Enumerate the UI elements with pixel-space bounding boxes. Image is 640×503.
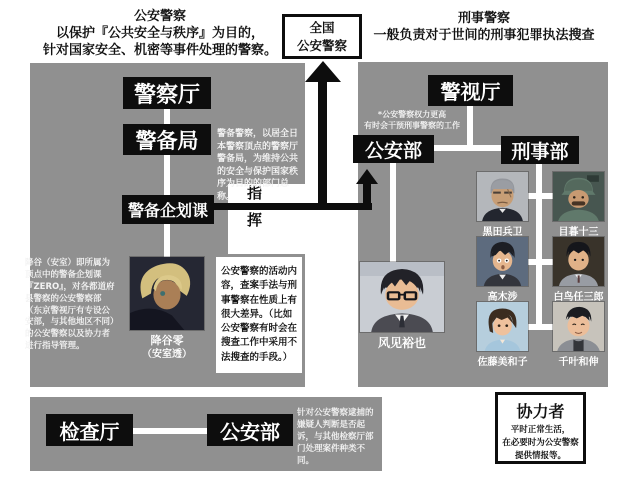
keibi-note: 警备警察，以居全日本警察顶点的警察厅警备局，为维持公共的安全与保护国家秩序为目的的部门总称。	[217, 129, 299, 202]
furuya-avatar-icon	[130, 257, 204, 330]
collaborator-body	[498, 424, 583, 462]
kuroda-avatar-icon	[477, 172, 528, 221]
heading-criminal-police	[350, 10, 618, 44]
node-keibikyoku: 警备局	[123, 124, 211, 155]
furuya-alias-label: （安室透）	[142, 349, 192, 360]
heading-public-security-line2: 以保护『公共安全与秩序』为目的，	[55, 26, 264, 41]
portrait-kazami-yuya	[360, 262, 444, 332]
sato-name-label: 佐藤美和子	[477, 357, 528, 368]
portrait-chiba-kazunobu	[553, 302, 604, 351]
connector-keijibu-detectives	[536, 164, 542, 330]
heading-public-security-line3: 针对国家安全、机密等事件处理的警察。	[42, 43, 277, 58]
sato-avatar-icon	[477, 302, 528, 351]
furuya-note: 降谷（安室）即所属为顶点中的警备企划课『ZERO』，对各都道府县警察的公安警察部（东京警视厅有专设公安部，与其他地区不同）的公安警察以及协力者进行指导管理。	[25, 258, 115, 352]
power-note-line1: *公安警察权力更高	[377, 110, 447, 119]
heading-criminal-police-line2: 一般负责对于世间的刑事犯罪执法搜查	[373, 28, 595, 43]
takagi-avatar-icon	[477, 237, 528, 286]
collaborator-body-line3: 提供情报等。	[514, 450, 566, 461]
command-label-bottom: 挥	[247, 211, 263, 229]
shiratori-name-label: 白鸟任三郎	[553, 292, 604, 303]
node-keishicho: 警视厅	[428, 75, 513, 106]
chiba-avatar-icon	[553, 302, 604, 351]
heading-criminal-police-title: 刑事警察	[457, 11, 510, 26]
portrait-kuroda-hyoue	[477, 172, 528, 221]
node-koanbu: 公安部	[353, 135, 434, 163]
collaborator-body-line1: 平时正常生活，	[510, 425, 571, 435]
command-label-top: 指	[247, 184, 263, 202]
connector-keibikyoku-kikakuka	[164, 154, 170, 196]
national-box-line2: 公安警察	[296, 37, 347, 53]
arrow-to-national-head-icon	[305, 58, 341, 82]
megure-name-label: 目暮十三	[558, 227, 599, 238]
chiba-name-label: 千叶和伸	[558, 357, 599, 368]
connector-koanbu-kazami	[390, 163, 396, 262]
connector-keishicho-down	[467, 106, 473, 148]
furuya-name-label: 降谷零	[150, 334, 184, 347]
national-public-security-box	[282, 14, 362, 59]
takagi-name-label: 高木涉	[487, 292, 518, 303]
activity-note-box: 公安警察的活动内容，查案手法与刑事警察在性质上有很大差异。（比如公安警察有时会在搜查工作中采用不法搜查的手段。）	[216, 257, 302, 373]
node-keijibu: 刑事部	[501, 136, 579, 164]
node-keisatsucho: 警察厅	[123, 77, 211, 109]
node-keibikikakuka: 警备企划课	[122, 195, 214, 224]
connector-row1	[528, 193, 553, 199]
kazami-avatar-icon	[360, 262, 444, 332]
command-line-horizontal	[214, 203, 372, 210]
collaborator-title: 协力者	[516, 402, 565, 421]
node-kensacho: 检查厅	[46, 414, 133, 446]
heading-public-security	[10, 8, 310, 59]
kuroda-name-label: 黑田兵卫	[482, 227, 523, 238]
connector-row3	[528, 324, 553, 330]
portrait-megure-juzo	[553, 172, 604, 221]
portrait-sato-miwako	[477, 302, 528, 351]
arrow-to-koanbu-head-icon	[356, 166, 378, 184]
power-note	[357, 110, 467, 132]
portrait-furuya-rei	[130, 257, 204, 330]
national-box-line1: 全国	[309, 20, 335, 35]
kazami-name-label: 风见裕也	[377, 336, 426, 350]
connector-kensacho-koanbu	[133, 428, 207, 434]
collaborator-box	[495, 392, 586, 464]
megure-avatar-icon	[553, 172, 604, 221]
prosecution-note: 针对公安警察逮捕的嫌疑人判断是否起诉，与其他检察厅部门处理案件种类不同。	[297, 408, 374, 466]
connector-row2	[528, 259, 553, 265]
shiratori-avatar-icon	[553, 237, 604, 286]
connector-kikakuka-furuya	[164, 224, 170, 258]
collaborator-body-line2: 在必要时为公安警察	[502, 437, 579, 448]
portrait-takagi-wataru	[477, 237, 528, 286]
heading-public-security-title: 公安警察	[133, 9, 186, 24]
arrow-to-national-shaft	[318, 76, 327, 208]
node-koanbu-bottom: 公安部	[207, 414, 293, 446]
power-note-line2: 有时会干预刑事警察的工作	[364, 120, 460, 130]
portrait-shiratori-ninzaburo	[553, 237, 604, 286]
